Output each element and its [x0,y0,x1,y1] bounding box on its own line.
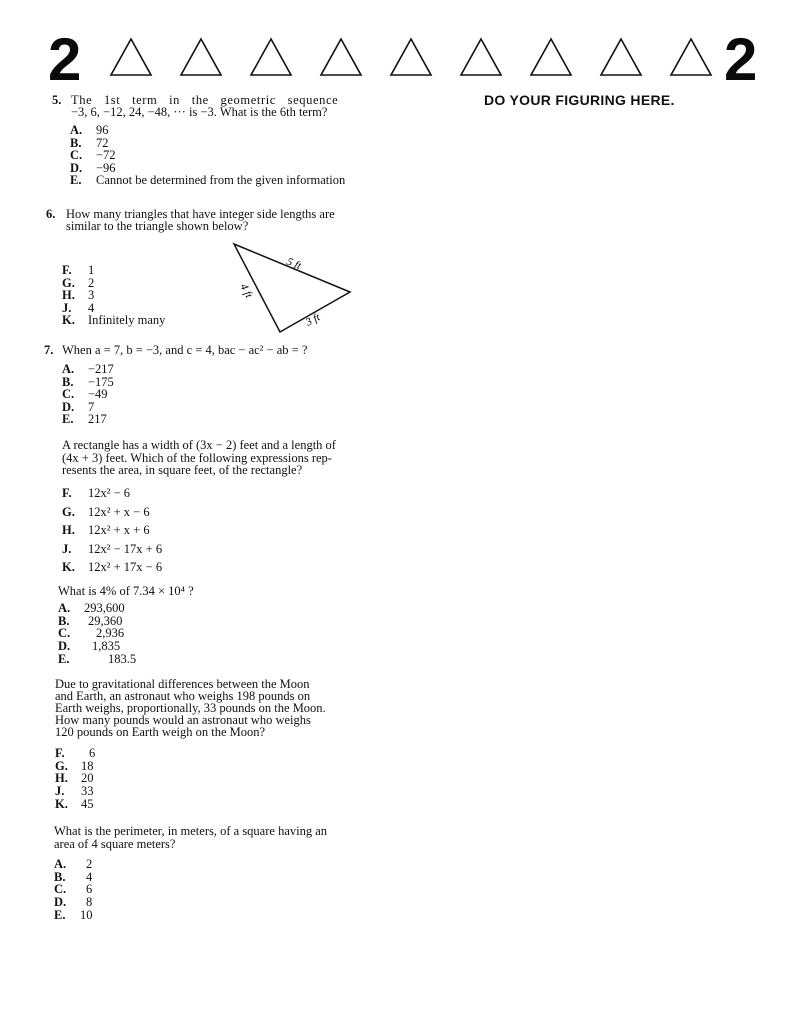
question-9 [58,585,398,598]
triangle-icon-shape [391,39,431,75]
triangle-icon [528,36,574,78]
answer-options-q11 [54,858,93,921]
triangle-icon [668,36,714,78]
answer-options-q9 [58,602,136,665]
answer-option[interactable]: E. Cannot be determined from the given information [70,173,346,187]
answer-option[interactable]: B. −175 [62,374,114,389]
question-stem: resents the area, in square feet, of the rectangle? [62,463,303,477]
answer-option[interactable]: K. 45 [55,796,94,811]
answer-option[interactable]: C. 6 [54,882,93,897]
triangle-icon [598,36,644,78]
question-stem: The 1st term in the geometric sequence [71,93,339,107]
answer-option[interactable]: G. 2 [62,275,95,290]
answer-option[interactable]: H. 12x² + x + 6 [62,523,150,537]
answer-option[interactable]: D. −96 [70,160,116,175]
question-stem: (4x + 3) feet. Which of the following expressions rep- [62,450,332,465]
question-11 [54,825,399,851]
answer-option[interactable]: A. 2 [54,857,93,871]
answer-option[interactable]: K. 12x² + 17x − 6 [62,560,163,574]
triangle-icon [108,36,154,78]
question-stem: similar to the triangle shown below? [66,219,249,233]
answer-option[interactable]: E. 183.5 [58,651,137,666]
triangle-icon-shape [111,39,151,75]
answer-option[interactable]: B. 4 [54,869,93,884]
question-stem: Earth weighs, proportionally, 33 pounds on the Moon. [55,701,326,715]
triangle-icon-shape [461,39,501,75]
triangle-icon [178,36,224,78]
answer-option[interactable]: G. 18 [55,758,94,773]
question-8 [62,439,402,477]
answer-option[interactable]: J. 33 [55,784,94,799]
question-stem: When a = 7, b = −3, and c = 4, bac − ac² − ab = ? [62,343,308,357]
answer-options-q6 [62,264,165,327]
answer-options-q8 [62,484,162,577]
left-side-label: 4 ft [237,281,255,301]
question-stem: What is 4% of 7.34 × 10⁴ ? [58,584,194,598]
right-triangle-figure [226,240,366,340]
triangle-icon [248,36,294,78]
answer-option[interactable]: E. 217 [62,412,107,426]
question-number: 7. [44,343,54,357]
triangle-icon-shape [531,39,571,75]
answer-option[interactable]: H. 20 [55,771,94,786]
answer-option[interactable]: D. 8 [54,895,93,910]
answer-options-q7 [62,363,114,426]
question-stem: A rectangle has a width of (3x − 2) feet and a length of [62,438,336,452]
question-stem: How many pounds would an astronaut who weighs [55,713,311,727]
answer-option[interactable]: E. 10 [54,907,93,922]
question-stem: How many triangles that have integer side lengths are [66,207,335,221]
answer-option[interactable]: F. 1 [62,263,95,277]
triangle-icon-shape [251,39,291,75]
answer-option[interactable]: K. Infinitely many [62,313,166,327]
triangle-icon-shape [321,39,361,75]
triangle-icon-shape [181,39,221,75]
triangle-icon [318,36,364,78]
answer-option[interactable]: C. −49 [62,387,108,401]
answer-option[interactable]: J. 12x² − 17x + 6 [62,541,163,556]
answer-option[interactable]: F. 12x² − 6 [62,486,131,500]
triangle-icon [388,36,434,78]
answer-options-q10 [55,747,95,810]
answer-option[interactable]: H. 3 [62,288,95,302]
section-number-left: 2 [48,26,82,93]
answer-option[interactable]: C. −72 [70,148,116,162]
answer-options-q5 [70,124,345,187]
question-10 [55,678,400,738]
hypotenuse-label: 5 ft [284,255,303,273]
triangle-icon [458,36,504,78]
figuring-label: DO YOUR FIGURING HERE. [484,92,675,108]
question-stem: 120 pounds on Earth weigh on the Moon? [55,725,266,739]
answer-option[interactable]: F. 6 [55,746,96,760]
answer-option[interactable]: D. 1,835 [58,639,121,654]
answer-option[interactable]: B. 29,360 [58,613,123,628]
answer-option[interactable]: G. 12x² + x − 6 [62,504,150,519]
question-number: 5. [52,93,62,107]
answer-option[interactable]: A. −217 [62,362,114,376]
answer-option[interactable]: J. 4 [62,300,95,315]
answer-option[interactable]: C. 2,936 [58,626,125,641]
answer-option[interactable]: A. 96 [70,123,109,137]
answer-option[interactable]: A. 293,600 [58,601,125,615]
question-number: 6. [46,207,56,221]
question-stem: area of 4 square meters? [54,837,176,851]
question-stem: −3, 6, −12, 24, −48, ··· is −3. What is the 6th term? [71,105,328,119]
answer-option[interactable]: D. 7 [62,399,95,414]
question-stem: Due to gravitational differences between the Moon [55,677,310,691]
section-number-right: 2 [724,26,758,93]
triangle-icon-shape [671,39,711,75]
bottom-side-label: 3 ft [303,311,323,329]
question-stem: and Earth, an astronaut who weighs 198 pounds on [55,689,311,703]
question-stem: What is the perimeter, in meters, of a square having an [54,824,328,838]
answer-option[interactable]: B. 72 [70,135,109,150]
triangle-divider [108,36,708,80]
triangle-icon-shape [601,39,641,75]
